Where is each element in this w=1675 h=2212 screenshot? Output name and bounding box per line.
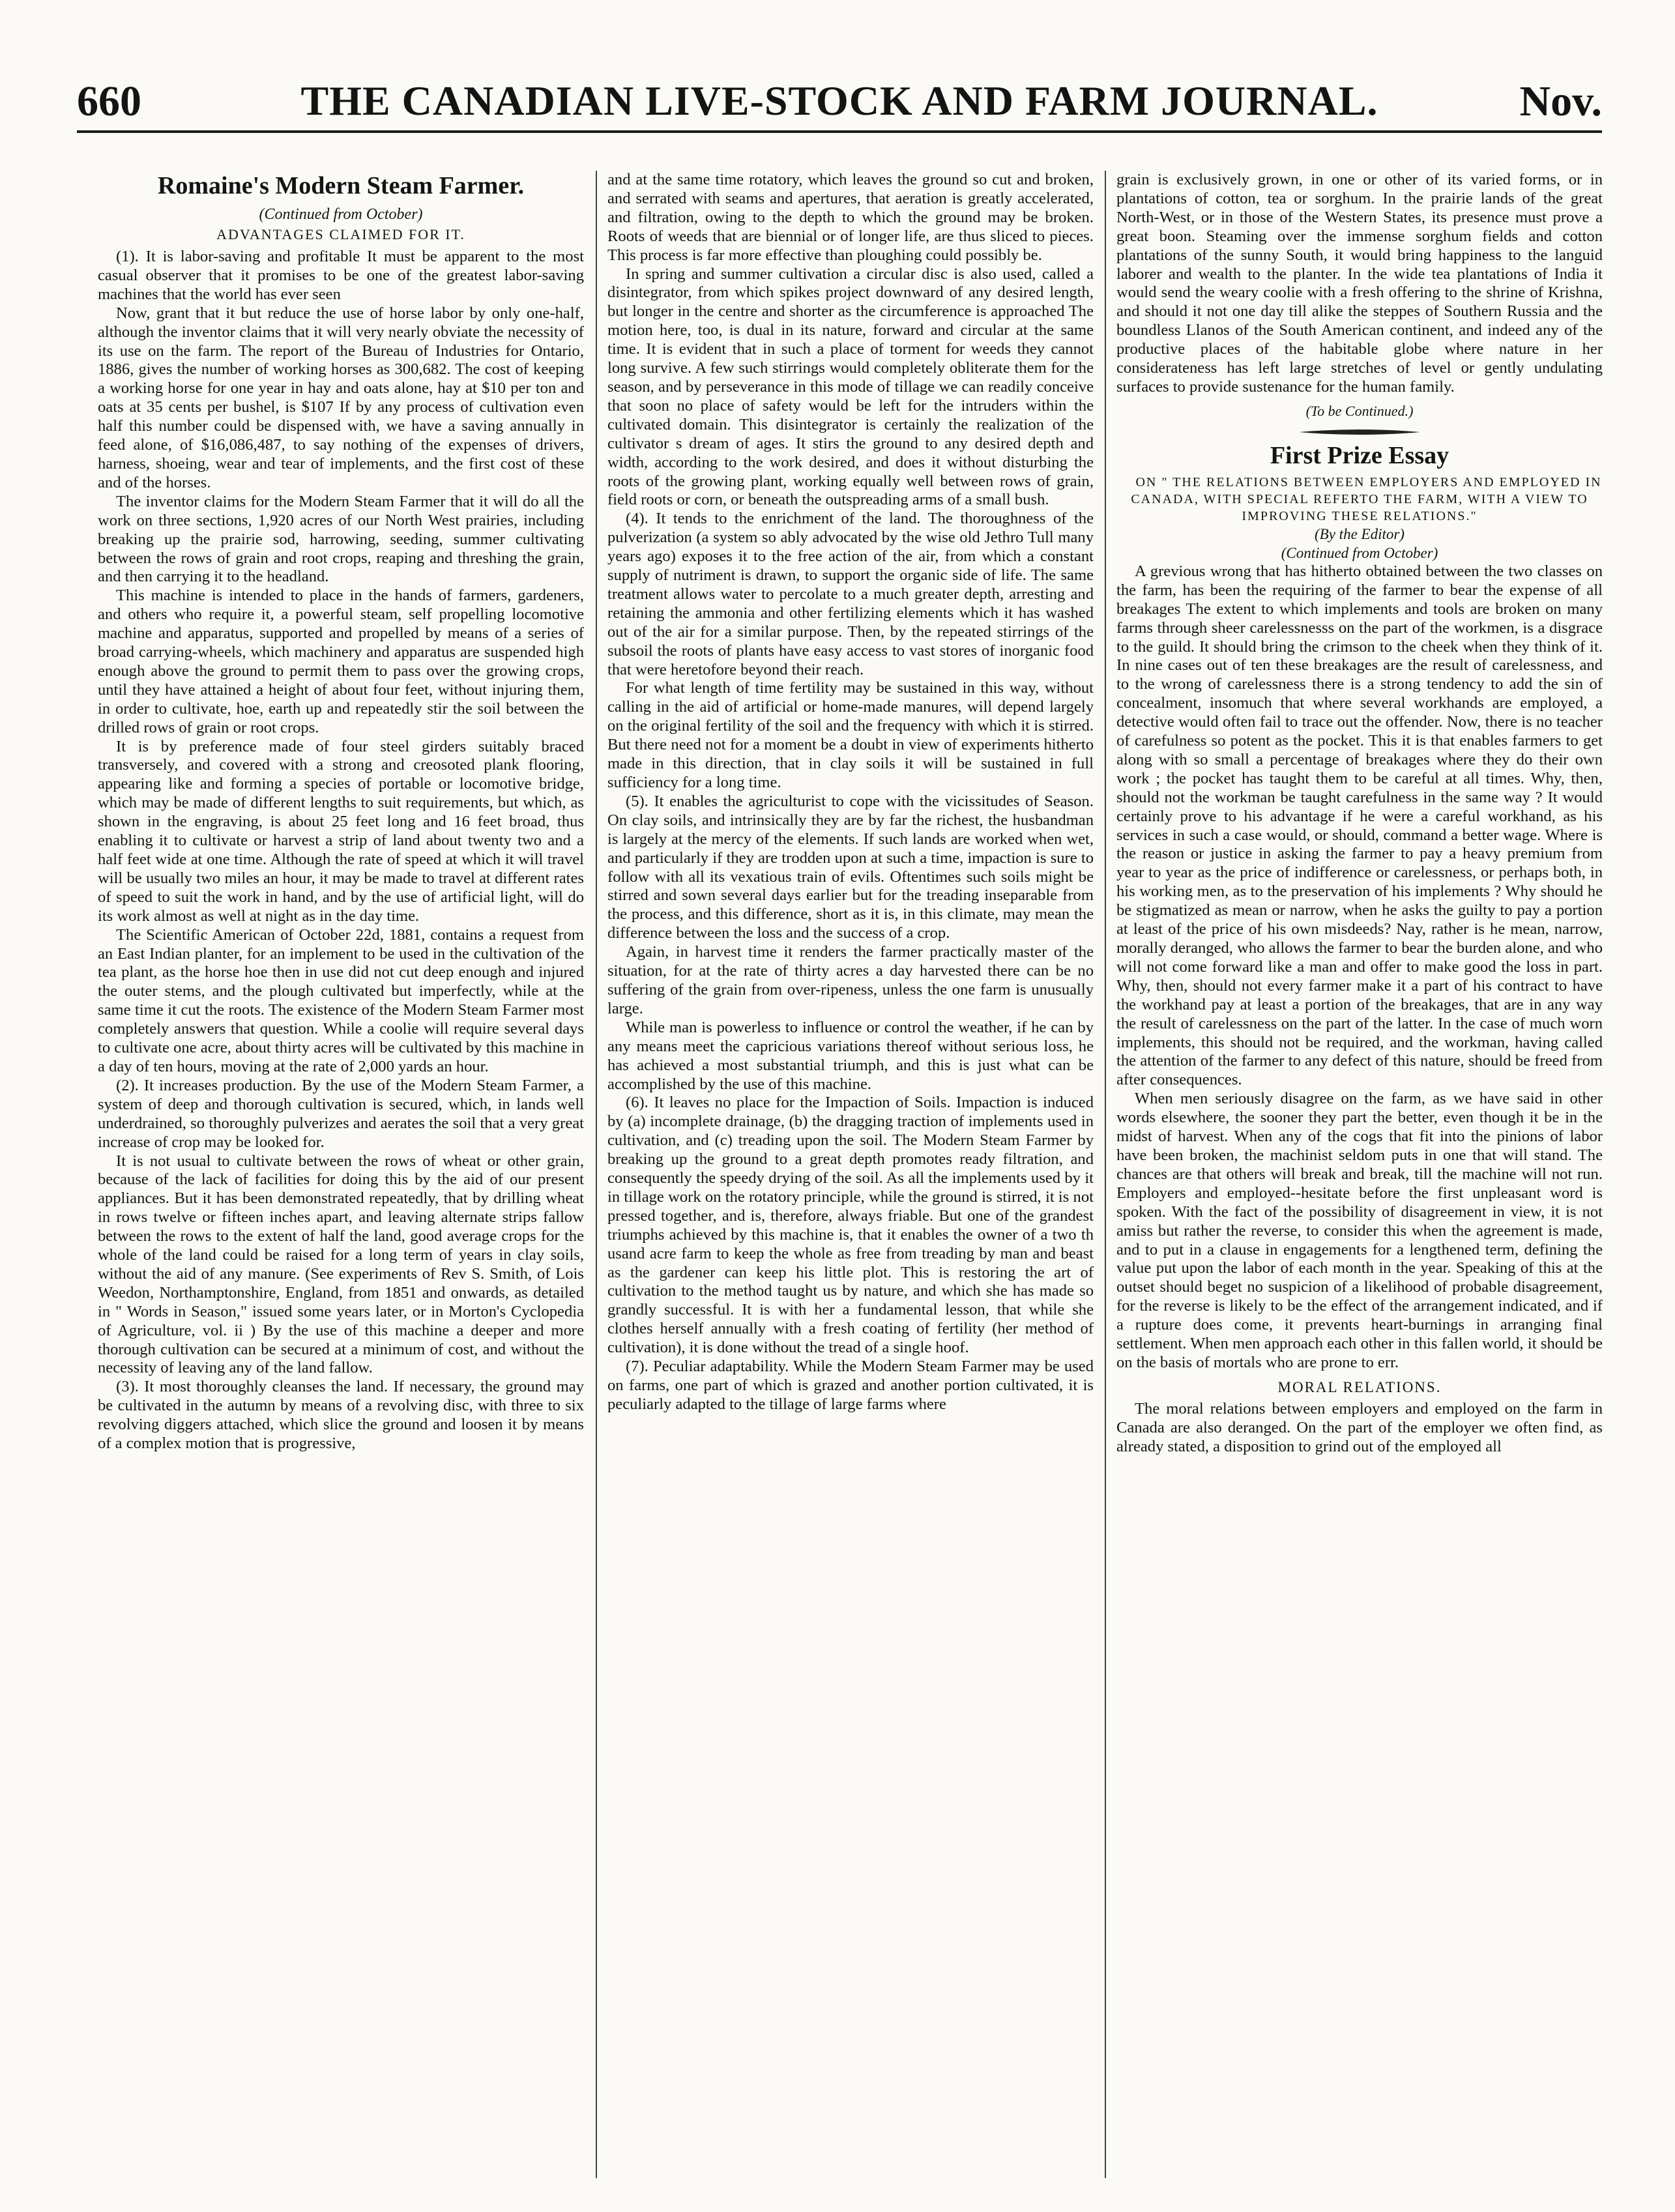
column-rule	[596, 171, 597, 2178]
journal-title: THE CANADIAN LIVE-STOCK AND FARM JOURNAL.	[300, 78, 1378, 124]
continued-note: (Continued from October)	[259, 206, 423, 223]
paragraph: and at the same time rotatory, which leaves the ground so cut and broken, and serrated with seams and apertures, that aeration is greatly accelerated, and filtration, owing to the depth to which the ground may be broken. Roots of weeds that are biennial or of longer life, are thus sliced to pieces. This process is far more effective than ploughing could possibly be.	[607, 171, 1094, 264]
column-rule	[1105, 171, 1106, 2178]
issue-month: Nov.	[1519, 78, 1602, 125]
paragraph: When men seriously disagree on the farm, as we have said in other words elsewhere, the sooner they part the better, even though it be in the midst of harvest. When any of the cogs that fit into the pinions of labor have been broken, the machinist seldom puts in one that will stand. The chances are that others will break and break, till the machine will not run. Employers and employed--hesitate before the first unpleasant word is spoken. With the fact of the possibility of disagreement in view, it is not amiss but rather the reverse, to consider this when the agreement is made, and to put in a clause in engagements for a lengthened term, defining the value put upon the labor of each month in the year. Speaking of this at the outset should beget no suspicion of a likelihood of probable disagreement, for the reverse is likely to be the effect of the arrangement indicated, and if a rupture does come, it prevents heart-burnings in arranging final settlement. When men approach each other in this fallen world, it should be on the basis of mortals who are prone to err.	[1116, 1090, 1603, 1371]
paragraph: (7). Peculiar adaptability. While the Modern Steam Farmer may be used on farms, one part of which is grazed and another portion cultivated, it is peculiarly adapted to the tillage of large farms where	[607, 1358, 1094, 1413]
masthead	[77, 72, 1602, 133]
section-subhead: ADVANTAGES CLAIMED FOR IT.	[216, 226, 465, 242]
paragraph: It is not usual to cultivate between the rows of wheat or other grain, because of the lack of facilities for doing this by the aid of our present appliances. But it has been demonstrated repeatedly, that by drilling wheat in rows twelve or fifteen inches apart, and leaving alternate strips fallow between the rows to the extent of half the land, good average crops for the whole of the land could be raised for a long term of years in clay soils, without the aid of any manure. (See experiments of Rev S. Smith, of Lois Weedon, Northamptonshire, England, from 1851 and onwards, as detailed in " Words in Season," issued some years later, or in Morton's Cyclopedia of Agriculture, vol. ii ) By the use of this machine a deeper and more thorough cultivation can be secured at a minimum of cost, and without the necessity of leaving any of the land fallow.	[98, 1152, 584, 1377]
paragraph: This machine is intended to place in the hands of farmers, gardeners, and others who require it, a powerful steam, self propelling locomotive machine and apparatus, supported and propelled by means of a series of broad carrying-wheels, which machinery and apparatus are suspended high enough above the ground to permit them to pass over the growing crops, until they have attained a height of about four feet, without injuring them, in order to cultivate, hoe, earth up and repeatedly stir the soil between the drilled rows of grain or root crops.	[98, 587, 584, 736]
continued-note: (Continued from October)	[1281, 544, 1438, 561]
paragraph: A grevious wrong that has hitherto obtained between the two classes on the farm, has been the requiring of the farmer to bear the expense of all breakages The extent to which implements and tools are broken on many farms through sheer carelessnesss on the part of the workmen, is a disgrace to the guild. It should bring the crimson to the cheek when they think of it. In nine cases out of ten these breakages are the result of carelessness, and to the wrong of carelessness there is a strong tendency to add the sin of concealment, insomuch that where several workhands are employed, a detective would often fail to trace out the offender. Now, there is no teacher of carefulness so potent as the pocket. This it is that enables farmers to get along with so small a percentage of breakages where they do their own work ; the pocket has taught them to be careful at all times. Why, then, should not the workman be taught carefulness in the same way ? It would certainly prove to his advantage if he were a careful workhand, as his services in such a case would, or should, command a better wage. Where is the reason or justice in asking the farmer to pay a heavy premium from year to year as the price of indifference or carelessness, or perhaps both, in his working men, as to the preservation of his implements ? Why should he be stigmatized as mean or narrow, when he asks the guilty to pay a portion at least of the price of his own misdeeds? Nay, rather is he mean, narrow, morally deranged, who allows the farmer to bear the burden alone, and who will not come forward like a man and offer to make good the loss in part. Why, then, should not every farmer make it a part of his contract to have the workhand pay at least a portion of the breakages, that are in any way the result of carelessness on the part of the latter. In the case of much worn implements, this should not be required, and the workman, having called the attention of the farmer to any defect of this nature, should be freed from after consequences.	[1116, 562, 1603, 1089]
paragraph: grain is exclusively grown, in one or other of its varied forms, or in plantations of cotton, tea or sorghum. In the prairie lands of the great North-West, or in those of the Western States, its presence must prove a great boon. Steaming over the immense sorghum fields and cotton plantations of the sunny South, it would bring happiness to the languid laborer and wealth to the planter. In the wide tea plantations of India it would send the weary coolie with a fresh offering to the shrine of Krishna, and should it not one day till alike the steppes of Southern Russia and the boundless Llanos of the South American continent, and indeed any of the productive places of the habitable globe where nature in her considerateness has left large stretches of level or gently undulating surfaces to provide sustenance for the human family.	[1116, 171, 1603, 396]
essay-title: First Prize Essay	[1270, 441, 1449, 469]
paragraph: (6). It leaves no place for the Impaction of Soils. Impaction is induced by (a) incomplete drainage, (b) the dragging traction of implements used in cultivation, and (c) treading upon the soil. The Modern Steam Farmer by breaking up the ground to a great depth promotes ready filtration, and consequently the speedy drying of the soil. As all the implements used by it in tillage work on the rotatory principle, while the ground is stirred, it is not pressed together, and is, therefore, always friable. But one of the grandest triumphs achieved by this machine is, that it enables the owner of a two th usand acre farm to keep the whole as free from treading by man and beast as the gardener can keep his little plot. This is restoring the art of cultivation to the method taught us by nature, and which she has made so grandly successful. It is with her a fundamental lesson, that while she clothes herself annually with a fresh coating of fertility (her method of cultivation), it is done without the tread of a single hoof.	[607, 1094, 1094, 1357]
byline: (By the Editor)	[1315, 525, 1405, 542]
paragraph: The moral relations between employers and employed on the farm in Canada are also deranged. On the part of the employer we often find, as already stated, a disposition to grind out of the employed all	[1116, 1399, 1603, 1455]
paragraph: (3). It most thoroughly cleanses the land. If necessary, the ground may be cultivated in the autumn by means of a revolving disc, with three to six revolving diggers attached, which slice the ground and loosen it by means of a complex motion that is progressive,	[98, 1378, 584, 1453]
page-number: 660	[77, 78, 141, 125]
paragraph: (4). It tends to the enrichment of the land. The thoroughness of the pulverization (a system so ably advocated by the wise old Jethro Tull many years ago) exposes it to the free action of the air, from which a constant supply of nutriment is drawn, to support the organic side of life. The same treatment allows water to percolate to a much greater depth, arresting and retaining the ammonia and other fertilizing elements which it has washed out of the air for a similar purpose. Then, by the repeated stirrings of the subsoil the roots of plants have easy access to vast stores of inorganic food that were heretofore beyond their reach.	[607, 510, 1094, 678]
to-be-continued-note: (To be Continued.)	[1305, 402, 1414, 419]
column-1	[98, 171, 584, 2191]
paragraph: Now, grant that it but reduce the use of horse labor by only one-half, although the inventor claims that it will very nearly obviate the necessity of its use on the farm. The report of the Bureau of Industries for Ontario, 1886, gives the number of working horses as 300,682. The cost of keeping a working horse for one year in hay and oats alone, hay at $10 per ton and oats at 35 cents per bushel, is $107 If by any process of cultivation even half this number could be dispensed with, we have a saving annually in feed alone, of $16,086,487, to say nothing of the expenses of drivers, harness, shoeing, wear and tear of implements, and the first cost of these and of the horses.	[98, 304, 584, 491]
paragraph: (2). It increases production. By the use of the Modern Steam Farmer, a system of deep and thorough cultivation is secured, which, in lands well underdrained, so thoroughly pulverizes and aerates the soil that a very great increase of crop may be looked for.	[98, 1076, 584, 1151]
paragraph: (5). It enables the agriculturist to cope with the vicissitudes of Season. On clay soils, and intrinsically they are by far the richest, the husbandman is largely at the mercy of the elements. If such lands are worked when wet, and particularly if they are trodden upon at such a time, impaction is sure to follow with all its vexatious train of evils. Oftentimes such soils might be stirred and sown several days earlier but for the treading inseparable from the process, and this difference, short as it is, in this climate, may mean the difference between the loss and the success of a crop.	[607, 792, 1094, 942]
paragraph: In spring and summer cultivation a circular disc is also used, called a disintegrator, from which spikes project downward of any desired length, but longer in the centre and shorter as the circumference is approached The motion here, too, is dual in its nature, forward and circular at the same time. It is evident that in such a place of torment for weeds they cannot long survive. A few such stirrings would completely obliterate them for the season, and by perseverance in this mode of tillage we can readily conceive that soon no place of safety would be left for the intruders within the cultivated domain. This disintegrator is certainly the realization of the cultivator s dream of ages. It stirs the ground to any desired depth and width, according to the work desired, and does it without disturbing the roots of the growing plant, working equally well between rows of grain, field roots or corn, or beneath the outspreading arms of a small bush.	[607, 265, 1094, 509]
paragraph: (1). It is labor-saving and profitable It must be apparent to the most casual observer that it promises to be one of the greatest labor-saving machines that the world has ever seen	[98, 248, 584, 303]
section-heading: MORAL RELATIONS.	[1277, 1378, 1442, 1395]
paragraph: For what length of time fertility may be sustained in this way, without calling in the aid of artificial or home-made manures, will depend largely on the original fertility of the soil and the frequency with which it is stirred. But there need not for a moment be a doubt in view of experiments hitherto made in this direction, that in clay soils it will be sustained in full sufficiency for a long time.	[607, 679, 1094, 791]
ornamental-rule	[1298, 428, 1421, 436]
column-2	[607, 171, 1094, 2191]
essay-subtitle: ON " THE RELATIONS BETWEEN EMPLOYERS AND EMPLOYED IN CANADA, WITH SPECIAL REFERTO THE FARM, WITH A VIEW TO IMPROVING THESE RELATIONS."	[1131, 474, 1602, 523]
column-3	[1116, 171, 1603, 2191]
paragraph: The Scientific American of October 22d, 1881, contains a request from an East Indian planter, for an implement to be used in the cultivation of the tea plant, as the horse hoe then in use did not cut deep enough and injured the outer stems, and the plough cultivated but imperfectly, while at the same time it cut the roots. The existence of the Modern Steam Farmer most completely answers that question. While a coolie will require several days to cultivate one acre, about thirty acres will be cultivated by this machine in a day of ten hours, moving at the rate of 2,000 yards an hour.	[98, 925, 584, 1075]
paragraph: It is by preference made of four steel girders suitably braced transversely, and covered with a strong and creosoted plank flooring, appearing like and forming a species of portable or locomotive bridge, which may be made of different lengths to suit requirements, but which, as shown in the engraving, is about 25 feet long and 16 feet broad, thus enabling it to cultivate or harvest a strip of land about twenty two and a half feet wide at one time. Although the rate of speed at which it will travel will be usually two miles an hour, it may be made to travel at different rates of speed to suit the work in hand, and by the use of artificial light, will do its work almost as well at night as in the day time.	[98, 737, 584, 925]
article-title: Romaine's Modern Steam Farmer.	[157, 172, 525, 199]
paragraph: Again, in harvest time it renders the farmer practically master of the situation, for at the rate of thirty acres a day harvested there can be no suffering of the grain from over-ripeness, unless the one farm is unusually large.	[607, 943, 1094, 1017]
paragraph: The inventor claims for the Modern Steam Farmer that it will do all the work on three sections, 1,920 acres of our North West prairies, including breaking up the prairie sod, harrowing, seeding, summer cultivating between the rows of grain and root crops, reaping and threshing the grain, and then carrying it to the headland.	[98, 492, 584, 586]
paragraph: While man is powerless to influence or control the weather, if he can by any means meet the capricious variations thereof without serious loss, he has achieved a most substantial triumph, and this is just what can be accomplished by the use of this machine.	[607, 1018, 1094, 1093]
